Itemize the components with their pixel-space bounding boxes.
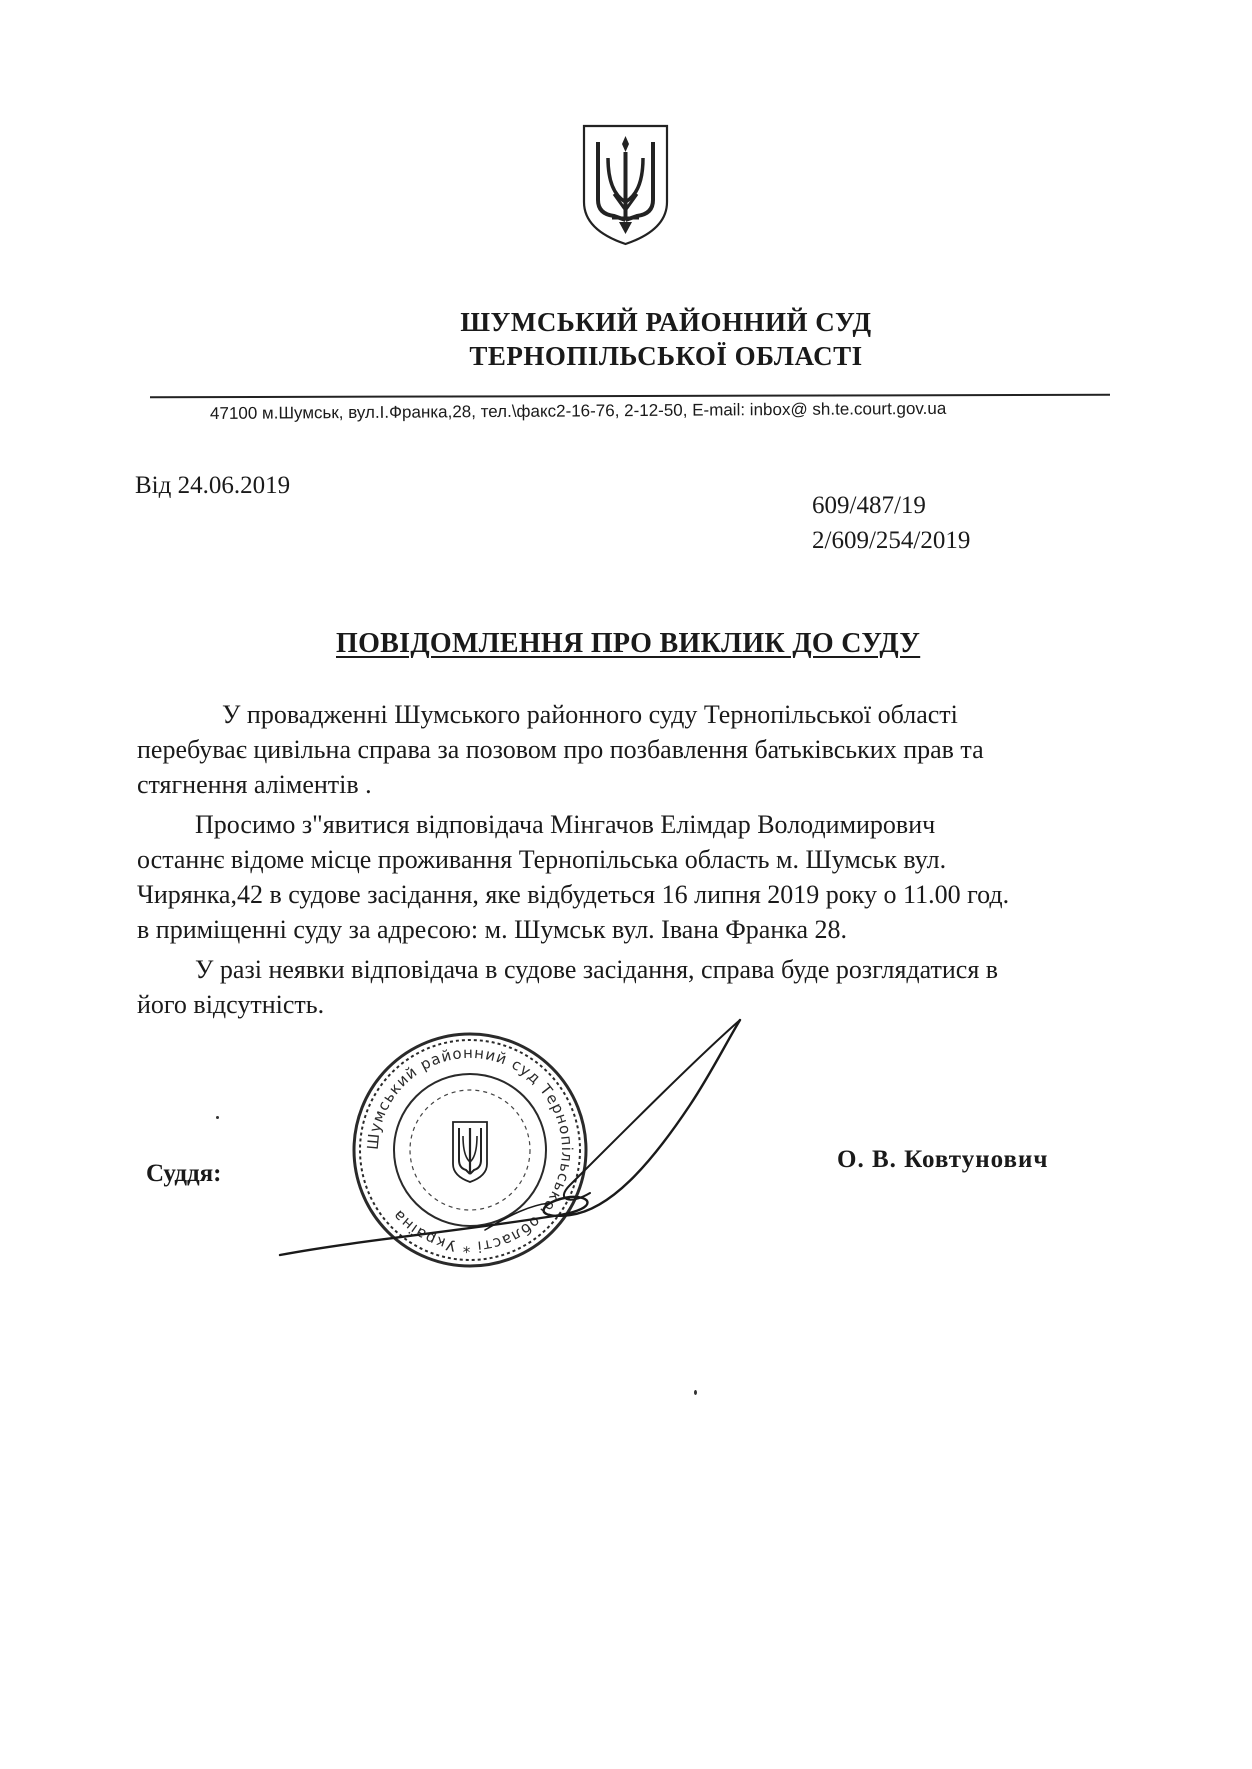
svg-text:Шумський районний суд Тернопіл: Шумський районний суд Тернопільської області * Україна: [363, 1043, 577, 1257]
court-name-line1: ШУМСЬКИЙ РАЙОННИЙ СУД: [460, 307, 872, 337]
document-title: ПОВІДОМЛЕННЯ ПРО ВИКЛИК ДО СУДУ: [336, 628, 921, 659]
body-line: останнє відоме місце проживання Тернопільська область м. Шумськ вул.: [137, 845, 947, 874]
body-line: У провадженні Шумського районного суду Тернопільської області: [222, 700, 958, 729]
judge-name: О. В. Ковтунович: [837, 1146, 1049, 1173]
body-line: його відсутність.: [137, 990, 325, 1019]
scan-speck: [216, 1116, 219, 1119]
tryzub-coat-of-arms-icon: [578, 122, 673, 247]
body-line: Просимо з"явитися відповідача Мінгачов Елімдар Володимирович: [195, 810, 936, 839]
judge-label: Суддя:: [146, 1160, 222, 1187]
judge-signature: [270, 1015, 750, 1275]
body-line: в приміщенні суду за адресою: м. Шумськ вул. Івана Франка 28.: [137, 915, 848, 944]
proceeding-number: 2/609/254/2019: [812, 527, 971, 554]
body-line: перебуває цивільна справа за позовом про позбавлення батьківських прав та: [137, 735, 984, 764]
court-name-line2: ТЕРНОПІЛЬСЬКОЇ ОБЛАСТІ: [469, 341, 863, 371]
body-line: У разі неявки відповідача в судове засідання, справа буде розглядатися в: [195, 955, 999, 984]
document-date: Від 24.06.2019: [135, 472, 291, 499]
header-divider: [150, 394, 1110, 399]
body-line: Чирянка,42 в судове засідання, яке відбудеться 16 липня 2019 року о 11.00 год.: [137, 880, 1010, 909]
case-number: 609/487/19: [812, 492, 926, 519]
scan-speck: [694, 1390, 697, 1395]
body-line: стягнення аліментів .: [137, 770, 372, 799]
court-address: 47100 м.Шумськ, вул.І.Франка,28, тел.\факс2-16-76, 2-12-50, E-mail: inbox@ sh.te.court.gov.ua: [209, 398, 947, 423]
